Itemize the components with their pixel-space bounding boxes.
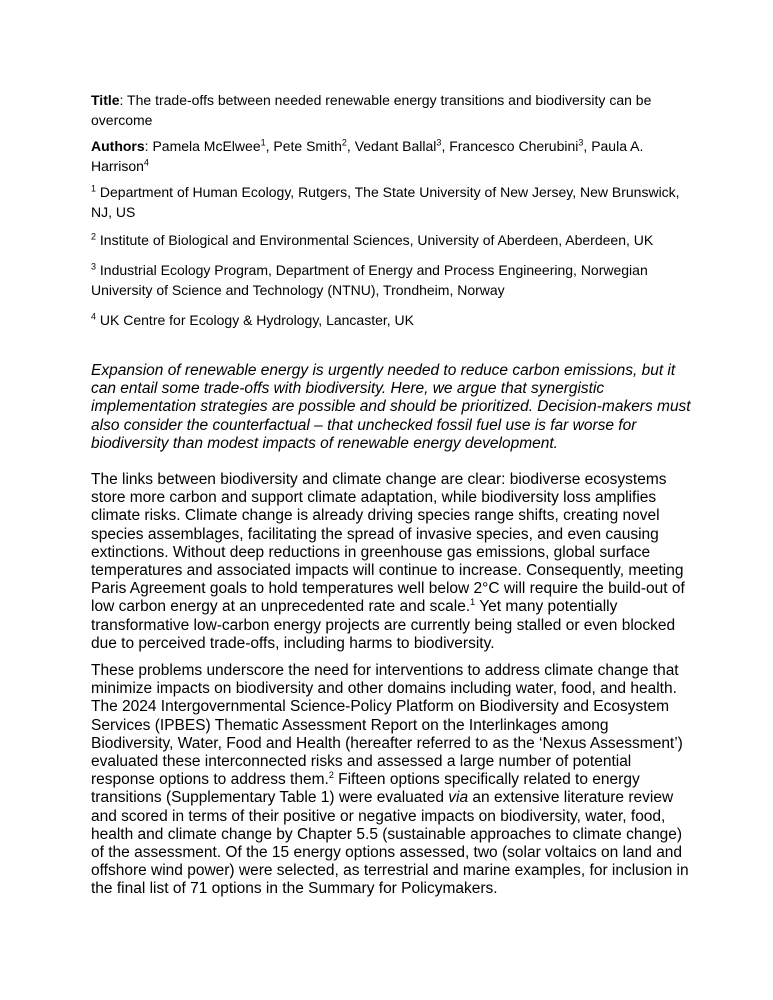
author-name: Paula A. Harrison <box>91 138 644 174</box>
affiliation-number: 1 <box>91 183 97 194</box>
affiliation-4 <box>91 310 691 330</box>
affiliation-3 <box>91 260 691 300</box>
affiliation-text: UK Centre for Ecology & Hydrology, Lancaster, UK <box>96 312 415 328</box>
affiliation-text: Department of Human Ecology, Rutgers, The State University of New Jersey, New Brunswick, NJ, US <box>91 184 680 220</box>
abstract: Expansion of renewable energy is urgently needed to reduce carbon emissions, but it can entail some trade-offs with biodiversity. Here, we argue that synergistic implementation strategies are possible and should be prioritized. Decision-makers must also consider the counterfactual – that unchecked fossil fuel use is far worse for biodiversity than modest impacts of renewable energy development. <box>91 362 691 452</box>
author-name: Vedant Ballal <box>354 138 437 154</box>
author-name: Francesco Cherubini <box>449 138 579 154</box>
affiliation-number: 4 <box>91 311 97 322</box>
emphasis-via: via <box>448 789 469 807</box>
author-affiliation-marker: 1 <box>260 137 266 148</box>
author-affiliation-marker: 3 <box>578 137 584 148</box>
author-affiliation-marker: 4 <box>143 157 149 168</box>
affiliation-text: Institute of Biological and Environmental Sciences, University of Aberdeen, Aberdeen, UK <box>96 232 654 248</box>
affiliation-text: Industrial Ecology Program, Department of Energy and Process Engineering, Norwegian University of Science and Technology (NTNU), Trondheim, Norway <box>91 262 648 298</box>
author-affiliation-marker: 2 <box>341 137 347 148</box>
affiliation-2 <box>91 230 691 250</box>
affiliation-1 <box>91 182 691 222</box>
citation-ref: 2 <box>328 770 334 781</box>
affiliation-number: 2 <box>91 231 97 242</box>
authors-label: Authors <box>91 138 145 154</box>
title-text: : The trade-offs between needed renewable energy transitions and biodiversity can be overcome <box>91 92 652 128</box>
title-label: Title <box>91 92 120 108</box>
affiliation-number: 3 <box>91 261 97 272</box>
author-name: Pamela McElwee <box>152 138 261 154</box>
author-affiliation-marker: 3 <box>436 137 442 148</box>
body-paragraph-2: These problems underscore the need for interventions to address climate change that minimize impacts on biodiversity and other domains including water, food, and health. The 2024 Intergovernmental Science-Policy Platform on Biodiversity and Ecosystem Services (IPBES) Thematic Assessment Report on the Interlinkages among Biodiversity, Water, Food and Health (hereafter referred to as the ‘Nexus Assessment’) evaluated these interconnected risks and assessed a large number of potential response options to address them.$^2$ Fifteen options specifically related to energy transitions (Supplementary Table 1) were evaluated via an extensive literature review and scored in terms of their positive or negative impacts on biodiversity, water, food, health and climate change by Chapter 5.5 (sustainable approaches to climate change) of the assessment. Of the 15 energy options assessed, two (solar voltaics on land and offshore wind power) were selected, as terrestrial and marine examples, for inclusion in the final list of 71 options in the Summary for Policymakers. <box>91 662 689 898</box>
body-paragraph-1: The links between biodiversity and climate change are clear: biodiverse ecosystems store more carbon and support climate adaptation, while biodiversity loss amplifies climate risks. Climate change is already driving species range shifts, creating novel species assemblages, facilitating the spread of invasive species, and even causing extinctions. Without deep reductions in greenhouse gas emissions, global surface temperatures and associated impacts will continue to increase. Consequently, meeting Paris Agreement goals to hold temperatures well below 2°C will require the build-out of low carbon energy at an unprecedented rate and scale.$^1$ Yet many potentially transformative low-carbon energy projects are currently being stalled or even blocked due to perceived trade-offs, including harms to biodiversity. <box>91 471 685 652</box>
paper-title <box>91 90 681 130</box>
author-list: Authors: Pamela McElwee$^1$, Pete Smith$^2$, Vedant Ballal$^3$, Francesco Cherubini$^3$, Paula A. Harrison$^4$ <box>91 137 644 174</box>
citation-ref: 1 <box>470 597 476 608</box>
author-name: Pete Smith <box>273 138 342 154</box>
